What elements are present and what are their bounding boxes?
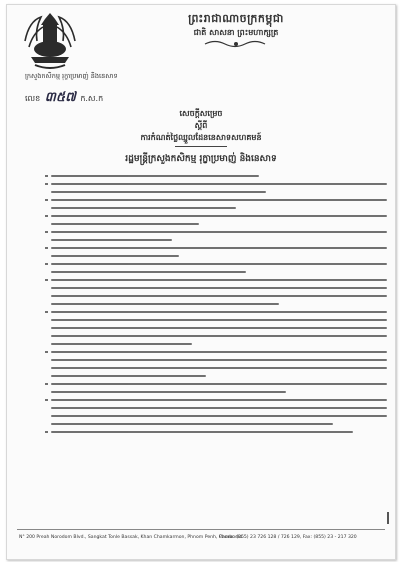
number-handwritten: ៣៥៧ (44, 90, 76, 105)
text-line (51, 287, 387, 289)
document-subject: ការកំណត់ថ្លៃឈ្នួលដែននេសាទសហគមន៍ (140, 133, 262, 142)
text-line (51, 239, 172, 241)
text-line (51, 231, 387, 233)
text-line (51, 311, 387, 313)
footer-address: N° 200 Preah Norodom Blvd., Sangkat Tonle Bassak, Khan Chamkarmon, Phnom Penh, Cambodia (19, 535, 243, 540)
text-line (51, 175, 259, 177)
text-line (51, 327, 387, 329)
text-line (51, 407, 387, 409)
page-mark (387, 512, 389, 524)
document-number (25, 89, 103, 108)
text-line (51, 335, 387, 337)
text-line (51, 303, 279, 305)
royal-emblem-icon (19, 11, 81, 71)
number-prefix: លេខ (25, 94, 41, 103)
document-page (6, 4, 396, 560)
ornament-divider-icon (203, 39, 269, 49)
text-line (51, 183, 387, 185)
text-line (51, 351, 387, 353)
text-line (51, 279, 387, 281)
text-line (51, 319, 387, 321)
heading-divider (175, 146, 227, 147)
footer-contact: Phone: (855) 23 726 128 / 726 129, Fax: (855) 23 - 217 320 (219, 535, 357, 540)
text-line (51, 391, 286, 393)
text-line (51, 223, 199, 225)
text-line (51, 415, 387, 417)
footer-divider (17, 529, 385, 530)
text-line (51, 431, 353, 433)
ministry-name: ក្រសួងកសិកម្ម រុក្ខាប្រមាញ់ និងនេសាទ (25, 72, 118, 80)
text-line (51, 263, 387, 265)
text-line (51, 215, 387, 217)
text-line (51, 191, 266, 193)
text-line (51, 375, 206, 377)
number-suffix: ក.ស.ក (80, 94, 104, 103)
issuing-authority: រដ្ឋមន្ត្រីក្រសួងកសិកម្ម រុក្ខាប្រមាញ់ និងនេសាទ (125, 154, 277, 164)
text-line (51, 207, 236, 209)
text-line (51, 271, 246, 273)
document-about: ស្តីពី (194, 121, 208, 130)
document-type: សេចក្តីសម្រេច (179, 109, 223, 118)
text-line (51, 255, 179, 257)
text-line (51, 295, 387, 297)
national-motto: ជាតិ សាសនា ព្រះមហាក្សត្រ (193, 28, 279, 37)
text-line (51, 247, 387, 249)
text-line (51, 383, 387, 385)
text-line (51, 423, 333, 425)
kingdom-heading: ព្រះរាជាណាចក្រកម្ពុជា (188, 12, 284, 25)
text-line (51, 359, 387, 361)
text-line (51, 399, 387, 401)
text-line (51, 199, 387, 201)
text-line (51, 343, 192, 345)
text-line (51, 367, 387, 369)
document-body (51, 175, 387, 439)
